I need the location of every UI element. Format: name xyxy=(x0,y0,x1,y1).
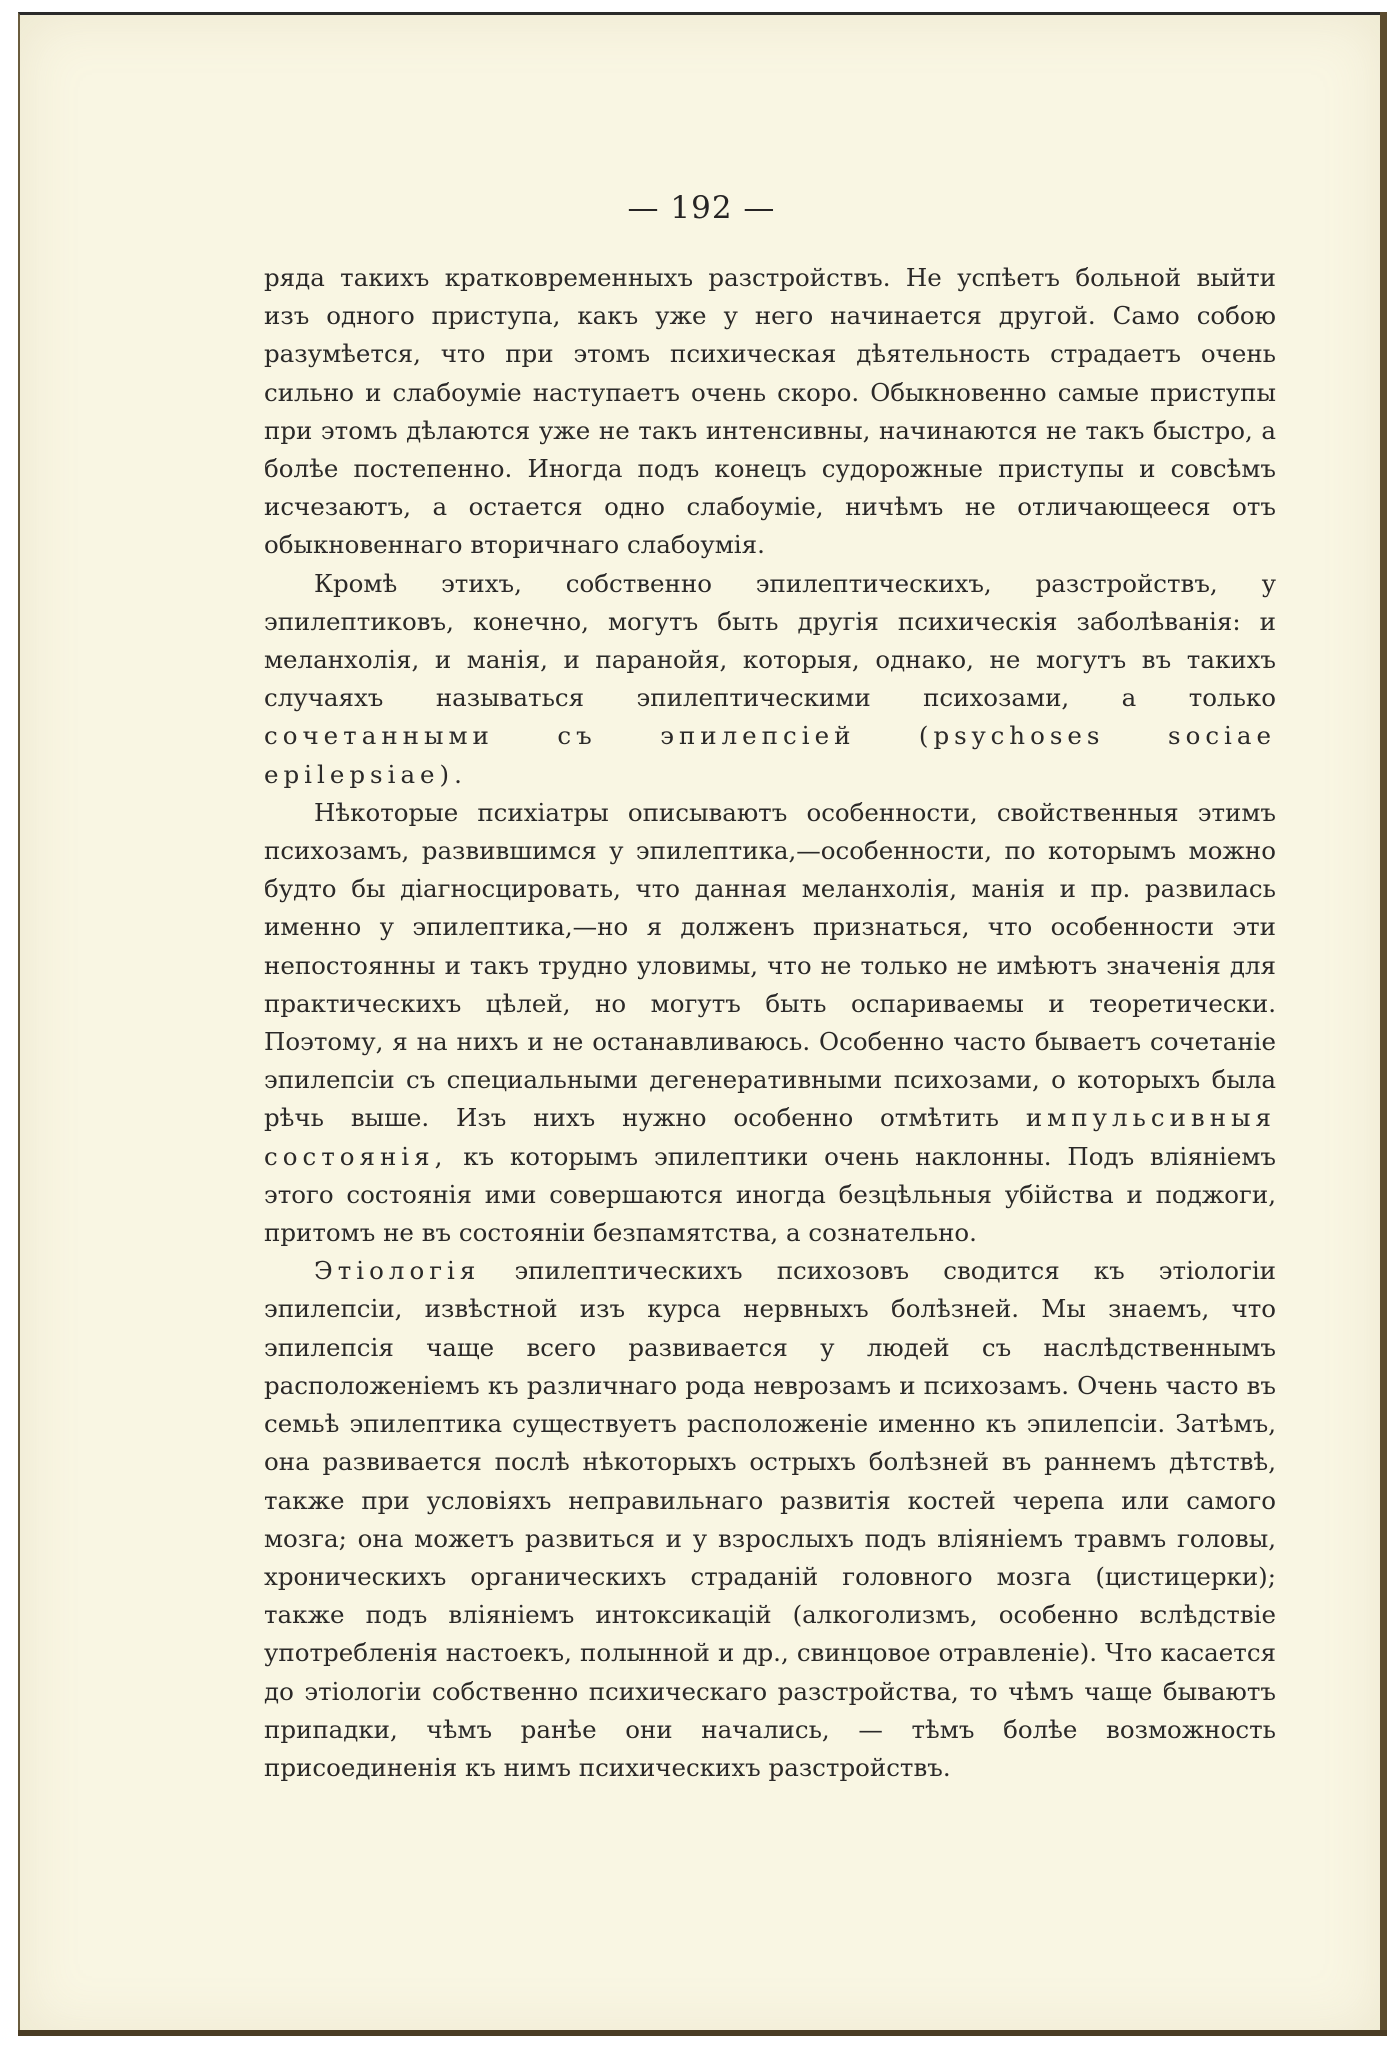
paragraph-3 xyxy=(264,794,1276,1252)
book-page xyxy=(18,12,1383,2036)
emphasized-term: импульсивныя состоянiя, xyxy=(264,1103,1276,1171)
paragraph-text: Нѣкоторые психiатры описываютъ особенности, свойственныя этимъ психозамъ, развившимся у эпилептика,—особенности, по которымъ можно будто бы дiагносцировать, что данная меланхолiя, манiя и пр. развилась именно у эпилептика,—но я долженъ признаться, что особенности эти непостоянны и такъ трудно уловимы, что не только не имѣютъ значенiя для практическихъ цѣлей, но могутъ быть оспариваемы и теоретически. Поэтому, я на нихъ и не останавливаюсь. Особенно часто бываетъ сочетанiе эпилепсiи съ специальными дегенеративными психозами, о которыхъ была рѣчь выше. Изъ нихъ нужно особенно отмѣтить xyxy=(264,797,1276,1133)
body-text xyxy=(264,259,1276,1787)
section-heading-term: Этiологiя xyxy=(314,1256,481,1286)
page-number: — 192 — xyxy=(627,190,776,226)
paragraph-2 xyxy=(264,565,1276,794)
paragraph-text: эпилептическихъ психозовъ сводится къ этiологiи эпилепсiи, извѣстной изъ курса нервныхъ болѣзней. Мы знаемъ, что эпилепсiя чаще всего развивается у людей съ наслѣдственнымъ расположенiемъ къ различнаго рода неврозамъ и психозамъ. Очень часто въ семьѣ эпилептика существуетъ расположенiе именно къ эпилепсiи. Затѣмъ, она развивается послѣ нѣкоторыхъ острыхъ болѣзней въ раннемъ дѣтствѣ, также при условiяхъ неправильнаго развитiя костей черепа или самого мозга; она можетъ развиться и у взрослыхъ подъ влiянiемъ травмъ головы, хроническихъ органическихъ страданiй головного мозга (цистицерки); также подъ влiянiемъ интоксикацiй (алкоголизмъ, особенно вслѣдствiе употребленiя настоекъ, полынной и др., свинцовое отравленiе). Что касается до этiологiи собственно психическаго разстройства, то чѣмъ чаще бываютъ припадки, чѣмъ ранѣе они начались, — тѣмъ болѣе возможность присоединенiя къ нимъ психическихъ разстройствъ. xyxy=(264,1256,1276,1782)
paragraph-4 xyxy=(264,1252,1276,1787)
paragraph-text: Кромѣ этихъ, собственно эпилептическихъ, разстройствъ, у эпилептиковъ, конечно, могутъ быть другiя психическiя заболѣванiя: и меланхолiя, и манiя, и паранойя, которыя, однако, не могутъ въ такихъ случаяхъ называться эпилептическими психозами, а только xyxy=(264,568,1276,713)
emphasized-term: сочетанными съ эпилепсiей (psychoses sociae epilepsiae). xyxy=(264,721,1276,789)
paragraph-text: ряда такихъ кратковременныхъ разстройствъ. Не успѣетъ больной выйти изъ одного приступа, какъ уже у него начинается другой. Само собою разумѣется, что при этомъ психическая дѣятельность страдаетъ очень сильно и слабоумiе наступаетъ очень скоро. Обыкновенно самые приступы при этомъ дѣлаются уже не такъ интенсивны, начинаются не такъ быстро, а болѣе постепенно. Иногда подъ конецъ судорожные приступы и совсѣмъ исчезаютъ, а остается одно слабоумiе, ничѣмъ не отличающееся отъ обыкновеннаго вторичнаго слабоумiя. xyxy=(264,263,1276,560)
paragraph-text: къ которымъ эпилептики очень наклонны. Подъ влiянiемъ этого состоянiя ими совершаются иногда безцѣльныя убiйства и поджоги, притомъ не въ состоянiи безпамятства, а сознательно. xyxy=(264,1141,1276,1248)
paragraph-1 xyxy=(264,259,1276,565)
page-edge-bottom xyxy=(18,2030,1387,2036)
page-edge-shadow xyxy=(1380,12,1387,2036)
